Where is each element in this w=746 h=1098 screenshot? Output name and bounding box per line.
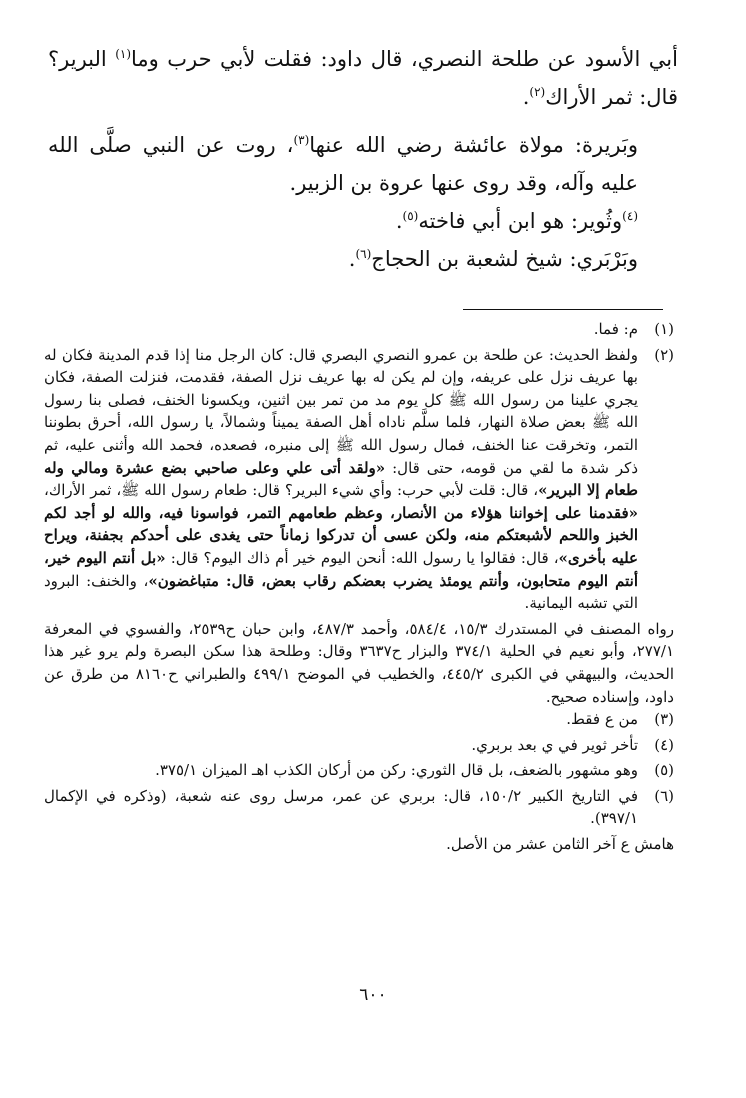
text-run: ولفظ الحديث: عن طلحة بن عمرو النصري البصري قال: كان الرجل منا إذا قدم المدينة فكان له بها عريف نزل على عريفه، وإن لم يكن له بها عريف نزل الصفة، فقدمت، فنزلت الصفة، فكان يجري علينا من رسول الله ﷺ كل يوم مد من تمر بين اثنين، ويكسونا الخنف، فصلى بنا رسول الله ﷺ بعض صلاة النهار، فلما سلَّم ناداه أهل الصفة يميناً وشمالاً، يا رسول الله، أحرق بطوننا التمر، وتخرقت عنا الخنف، فمال رسول الله ﷺ إلى منبره، فصعده، فحمد الله وأثنى عليه، ثم ذكر شدة ما لقي من قومه، حتى قال: bbox=[44, 345, 638, 477]
main-paragraph-4 bbox=[48, 240, 678, 278]
footnote-ref-4[interactable]: (٤) bbox=[622, 209, 638, 223]
footnote-ref-6[interactable]: (٦) bbox=[355, 247, 372, 261]
text-run: . bbox=[395, 209, 403, 233]
footnote-number: (٤) bbox=[654, 735, 674, 754]
footnote-text: من ع فقط. bbox=[566, 710, 638, 729]
text-run: وبَريرة: مولاة عائشة رضي الله عنها bbox=[309, 133, 638, 157]
text-run: وبَرْبَري: شيخ لشعبة بن الحجاج bbox=[371, 247, 638, 271]
footnote-text: في التاريخ الكبير ١٥٠/٢، قال: بربري عن عمر، مرسل روى عنه شعبة، (وذكره في الإكمال ٣٩٧/١). bbox=[44, 786, 638, 828]
text-run: ، روت عن النبي صلَّى الله عليه وآله، وقد روى عنها عروة بن الزبير. bbox=[48, 133, 638, 195]
footnote-3 bbox=[44, 708, 674, 731]
hadith-quote: «فقدمنا على إخواننا هؤلاء من الأنصار، وعظم طعامهم التمر، فواسونا فيه، والله لو أجد لكم الخبز واللحم لأشبعتكم منه، ولكن عسى أن تدركوا زماناً حتى يغدى على أحدكم بجفنة، ويراح عليه بأخرى» bbox=[44, 503, 638, 567]
footnote-5 bbox=[44, 759, 674, 782]
text-run: وثُوير: هو ابن أبي فاخته bbox=[418, 209, 623, 233]
text-run: البرير؟ قال: ثمر الأراك bbox=[48, 47, 678, 109]
hadith-quote: «ولقد أتى علي وعلى صاحبي بضع عشرة ومالي وله طعام إلا البرير» bbox=[44, 458, 638, 500]
footnote-number: (٦) bbox=[654, 786, 674, 805]
footnotes bbox=[44, 318, 674, 856]
footnote-ref-1[interactable]: (١) bbox=[115, 47, 132, 61]
main-paragraph-2 bbox=[48, 126, 678, 202]
text-run: أبي الأسود عن طلحة النصري، قال داود: فقلت لأبي حرب وما bbox=[131, 47, 678, 71]
footnote-2 bbox=[44, 344, 674, 615]
main-paragraph-1 bbox=[48, 40, 678, 116]
text-run: ، قال: قلت لأبي حرب: وأي شيء البرير؟ قال: طعام رسول الله ﷺ، ثمر الأراك، bbox=[44, 481, 539, 500]
footnote-4 bbox=[44, 734, 674, 757]
main-text bbox=[48, 40, 678, 278]
footnote-2-sources: رواه المصنف في المستدرك ١٥/٣، ٥٨٤/٤، وأحمد ٤٨٧/٣، وابن حبان ح٢٥٣٩، والفسوي في المعرفة ٢٧٧/١، وأبو نعيم في الحلية ٣٧٤/١ والبزار ح٣٦٣٧ وقال: وطلحة هذا سكن البصرة ولم يرو غير هذا الحديث، والبيهقي في الكبرى ٤٤٥/٢، والخطيب في الموضح ٤٩٩/١ والطبراني ح٨١٦٠ من طرق عن داود، وإسناده صحيح. bbox=[44, 619, 675, 706]
footnote-number: (٥) bbox=[654, 761, 674, 780]
text-run: . bbox=[348, 247, 356, 271]
main-paragraph-3 bbox=[48, 202, 678, 240]
footnote-ref-5[interactable]: (٥) bbox=[402, 209, 419, 223]
footnote-text: وهو مشهور بالضعف، بل قال الثوري: ركن من أركان الكذب اهـ الميزان ٣٧٥/١. bbox=[155, 761, 638, 780]
text-run: . bbox=[522, 85, 530, 109]
hadith-quote: «بل أنتم اليوم خير، أنتم اليوم متحابون، وأنتم يومئذ يضرب بعضكم رقاب بعض، قال: متباغضون» bbox=[44, 548, 638, 590]
text-run: ، والخنف: البرود التي تشبه اليمانية. bbox=[44, 571, 638, 613]
footnote-text: تأخر ثوير في ي بعد بربري. bbox=[471, 735, 638, 754]
footnote-1 bbox=[44, 318, 674, 341]
footnote-number: (١) bbox=[654, 320, 674, 338]
footnote-ref-2[interactable]: (٢) bbox=[529, 85, 546, 99]
footnote-ref-3[interactable]: (٣) bbox=[293, 133, 310, 147]
footnote-separator bbox=[463, 309, 663, 310]
footnote-number: (٣) bbox=[654, 710, 674, 729]
footnote-number: (٢) bbox=[654, 345, 674, 364]
text-run: ، قال: فقالوا يا رسول الله: أنحن اليوم خير أم ذاك اليوم؟ قال: bbox=[165, 548, 559, 567]
margin-note: هامش ع آخر الثامن عشر من الأصل. bbox=[446, 835, 674, 854]
footnote-text: م: فما. bbox=[593, 320, 638, 338]
footnote-paragraph bbox=[44, 344, 638, 615]
page-number: ٦٠٠ bbox=[359, 985, 387, 1005]
footnote-6 bbox=[44, 785, 674, 830]
